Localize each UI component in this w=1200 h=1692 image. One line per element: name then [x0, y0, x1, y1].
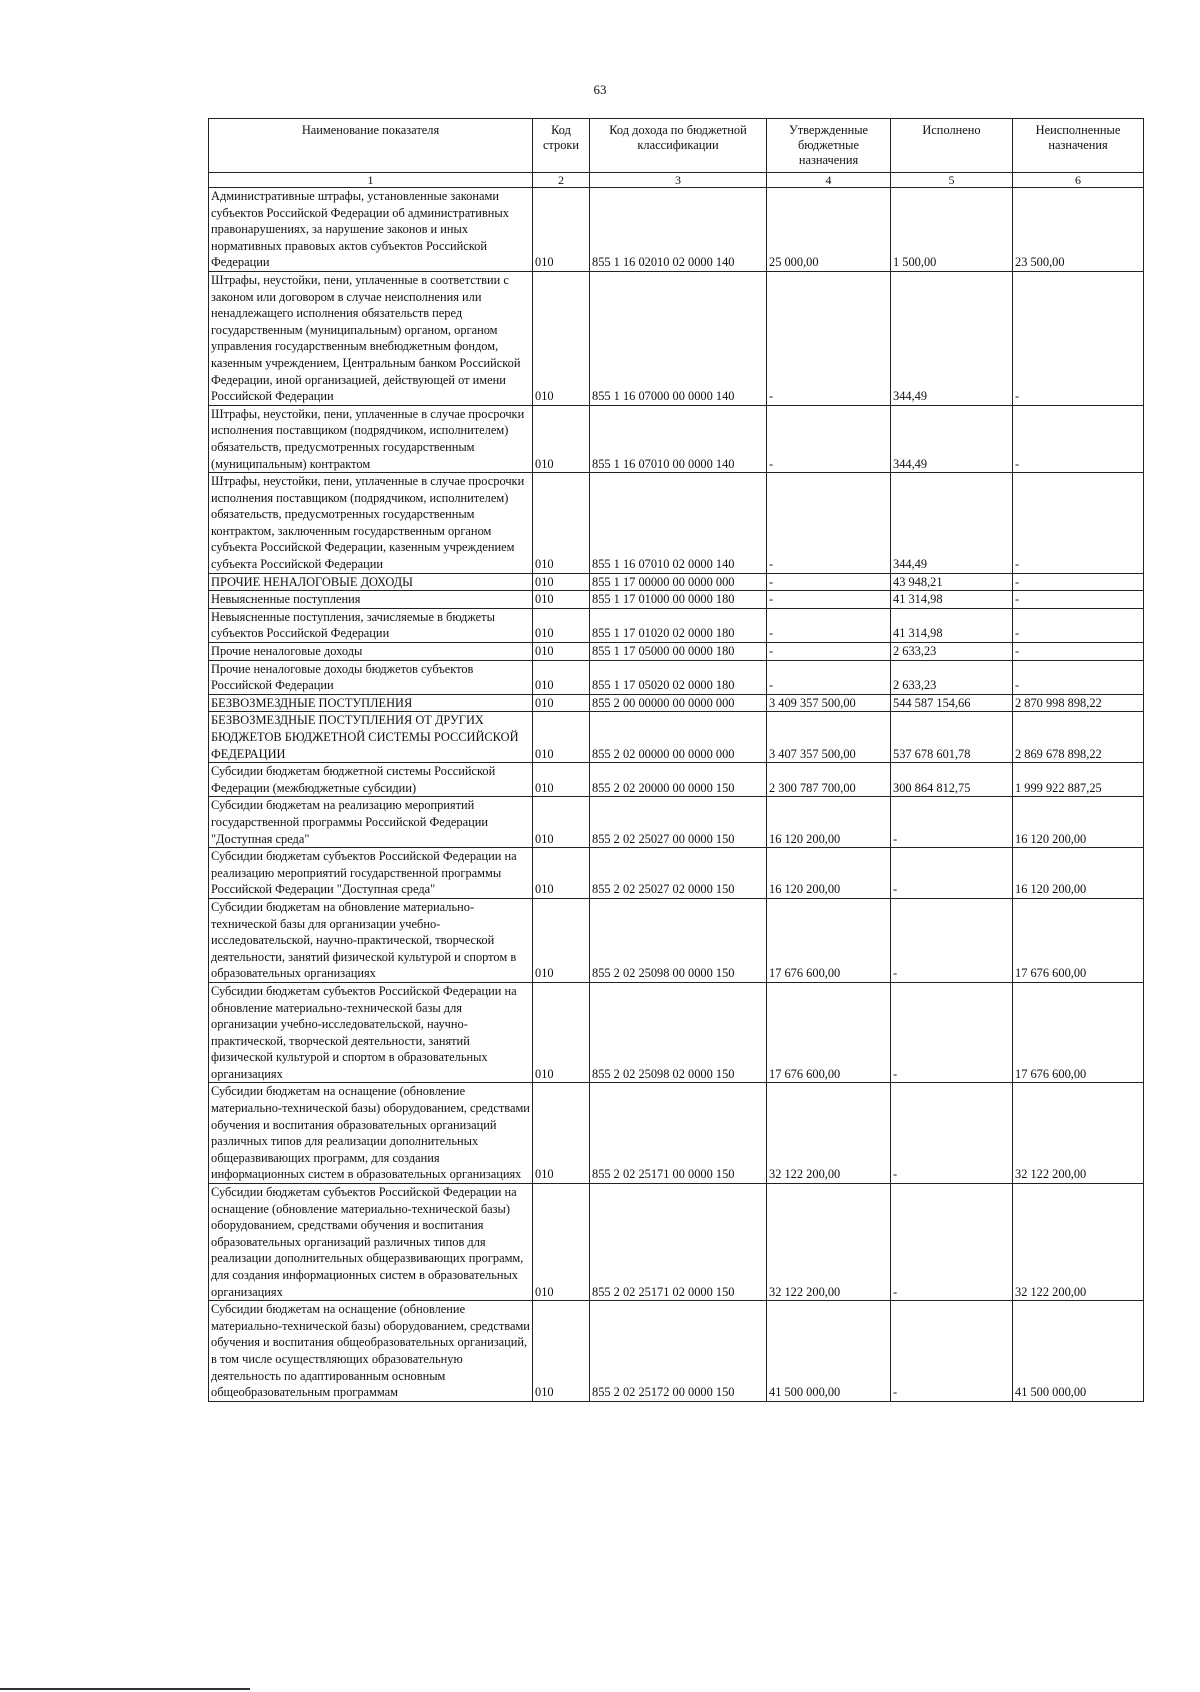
row-executed: - [891, 797, 1013, 848]
row-unexecuted: 16 120 200,00 [1013, 848, 1144, 899]
row-name: Субсидии бюджетам на оснащение (обновление материально-технической базы) оборудованием, средствами обучения и воспитания общеобразовательных организаций, в том числе осуществляющих образовательную деятельность по адаптированным основным общеобразовательным программам [209, 1301, 533, 1402]
row-name: БЕЗВОЗМЕЗДНЫЕ ПОСТУПЛЕНИЯ ОТ ДРУГИХ БЮДЖЕТОВ БЮДЖЕТНОЙ СИСТЕМЫ РОССИЙСКОЙ ФЕДЕРАЦИИ [209, 712, 533, 763]
row-budget-code: 855 1 16 07000 00 0000 140 [590, 271, 767, 405]
row-approved: - [767, 573, 891, 591]
row-executed: 2 633,23 [891, 660, 1013, 694]
row-name: Субсидии бюджетам субъектов Российской Федерации на обновление материально-технической базы для организации учебно-исследовательской, научно-практической, творческой деятельности, занятий физической культурой и спортом в образовательных организациях [209, 982, 533, 1083]
table-row [209, 848, 1144, 899]
table-row [209, 473, 1144, 574]
row-executed: - [891, 848, 1013, 899]
row-approved: - [767, 405, 891, 472]
table-row [209, 1083, 1144, 1184]
row-unexecuted: 32 122 200,00 [1013, 1184, 1144, 1301]
row-budget-code: 855 1 16 02010 02 0000 140 [590, 188, 767, 272]
row-name: Штрафы, неустойки, пени, уплаченные в случае просрочки исполнения поставщиком (подрядчиком, исполнителем) обязательств, предусмотренных государственным (муниципальным) контрактом [209, 405, 533, 472]
table-row [209, 712, 1144, 763]
table-row [209, 608, 1144, 642]
row-executed: - [891, 1184, 1013, 1301]
row-executed: 344,49 [891, 473, 1013, 574]
row-budget-code: 855 2 02 25171 02 0000 150 [590, 1184, 767, 1301]
row-budget-code: 855 1 17 05020 02 0000 180 [590, 660, 767, 694]
table-row [209, 763, 1144, 797]
row-budget-code: 855 2 02 25171 00 0000 150 [590, 1083, 767, 1184]
row-budget-code: 855 1 17 05000 00 0000 180 [590, 643, 767, 661]
row-line-code: 010 [533, 405, 590, 472]
row-line-code: 010 [533, 608, 590, 642]
header-line-code: Код строки [533, 119, 590, 173]
header-name: Наименование показателя [209, 119, 533, 173]
table-row [209, 591, 1144, 609]
row-line-code: 010 [533, 473, 590, 574]
header-executed: Исполнено [891, 119, 1013, 173]
row-line-code: 010 [533, 643, 590, 661]
row-line-code: 010 [533, 848, 590, 899]
row-unexecuted: 1 999 922 887,25 [1013, 763, 1144, 797]
row-unexecuted: - [1013, 660, 1144, 694]
row-executed: - [891, 982, 1013, 1083]
table-row [209, 1184, 1144, 1301]
row-unexecuted: 32 122 200,00 [1013, 1083, 1144, 1184]
row-name: Невыясненные поступления [209, 591, 533, 609]
row-name: Невыясненные поступления, зачисляемые в бюджеты субъектов Российской Федерации [209, 608, 533, 642]
header-approved: Утвержденные бюджетные назначения [767, 119, 891, 173]
row-approved: - [767, 591, 891, 609]
row-line-code: 010 [533, 898, 590, 982]
row-executed: 300 864 812,75 [891, 763, 1013, 797]
table-row [209, 1301, 1144, 1402]
row-approved: 3 407 357 500,00 [767, 712, 891, 763]
row-budget-code: 855 2 02 25098 02 0000 150 [590, 982, 767, 1083]
table-row [209, 694, 1144, 712]
row-line-code: 010 [533, 797, 590, 848]
row-approved: 32 122 200,00 [767, 1184, 891, 1301]
header-budget-code: Код дохода по бюджетной классификации [590, 119, 767, 173]
column-number: 6 [1013, 173, 1144, 188]
table-row [209, 797, 1144, 848]
row-executed: - [891, 898, 1013, 982]
row-budget-code: 855 1 17 00000 00 0000 000 [590, 573, 767, 591]
row-unexecuted: 17 676 600,00 [1013, 982, 1144, 1083]
row-executed: 41 314,98 [891, 608, 1013, 642]
row-executed: 544 587 154,66 [891, 694, 1013, 712]
row-name: ПРОЧИЕ НЕНАЛОГОВЫЕ ДОХОДЫ [209, 573, 533, 591]
table-row [209, 573, 1144, 591]
table-row [209, 188, 1144, 272]
column-number: 5 [891, 173, 1013, 188]
row-approved: 3 409 357 500,00 [767, 694, 891, 712]
table-row [209, 898, 1144, 982]
row-unexecuted: - [1013, 608, 1144, 642]
row-unexecuted: 17 676 600,00 [1013, 898, 1144, 982]
row-unexecuted: 41 500 000,00 [1013, 1301, 1144, 1402]
table-row [209, 271, 1144, 405]
row-budget-code: 855 1 16 07010 00 0000 140 [590, 405, 767, 472]
row-approved: 16 120 200,00 [767, 797, 891, 848]
column-number: 2 [533, 173, 590, 188]
row-budget-code: 855 2 02 25098 00 0000 150 [590, 898, 767, 982]
row-name: Штрафы, неустойки, пени, уплаченные в случае просрочки исполнения поставщиком (подрядчиком, исполнителем) обязательств, предусмотренных государственным контрактом, заключенным государственным органом субъекта Российской Федерации, казенным учреждением субъекта Российской Федерации [209, 473, 533, 574]
row-approved: 17 676 600,00 [767, 898, 891, 982]
row-line-code: 010 [533, 660, 590, 694]
row-line-code: 010 [533, 1184, 590, 1301]
row-name: Субсидии бюджетам на обновление материально-технической базы для организации учебно-исследовательской, научно-практической, творческой деятельности, занятий физической культурой и спортом в образовательных организациях [209, 898, 533, 982]
row-executed: - [891, 1083, 1013, 1184]
row-executed: 43 948,21 [891, 573, 1013, 591]
row-executed: 41 314,98 [891, 591, 1013, 609]
column-number: 4 [767, 173, 891, 188]
row-name: Прочие неналоговые доходы [209, 643, 533, 661]
row-budget-code: 855 2 02 25027 00 0000 150 [590, 797, 767, 848]
row-approved: 25 000,00 [767, 188, 891, 272]
row-approved: - [767, 660, 891, 694]
row-unexecuted: - [1013, 643, 1144, 661]
row-budget-code: 855 2 02 25027 02 0000 150 [590, 848, 767, 899]
row-unexecuted: - [1013, 591, 1144, 609]
row-name: Субсидии бюджетам субъектов Российской Федерации на реализацию мероприятий государственной программы Российской Федерации "Доступная среда" [209, 848, 533, 899]
table-row [209, 660, 1144, 694]
row-approved: 32 122 200,00 [767, 1083, 891, 1184]
row-unexecuted: - [1013, 473, 1144, 574]
row-line-code: 010 [533, 982, 590, 1083]
row-line-code: 010 [533, 591, 590, 609]
header-unexecuted: Неисполненные назначения [1013, 119, 1144, 173]
row-budget-code: 855 1 17 01000 00 0000 180 [590, 591, 767, 609]
row-approved: - [767, 608, 891, 642]
row-budget-code: 855 2 02 00000 00 0000 000 [590, 712, 767, 763]
row-executed: 1 500,00 [891, 188, 1013, 272]
row-line-code: 010 [533, 188, 590, 272]
row-executed: - [891, 1301, 1013, 1402]
page-number: 63 [593, 82, 607, 97]
scan-edge-line [0, 1688, 250, 1690]
row-name: Прочие неналоговые доходы бюджетов субъектов Российской Федерации [209, 660, 533, 694]
row-line-code: 010 [533, 694, 590, 712]
header-row [209, 119, 1144, 173]
row-budget-code: 855 2 02 20000 00 0000 150 [590, 763, 767, 797]
row-line-code: 010 [533, 712, 590, 763]
row-unexecuted: 2 870 998 898,22 [1013, 694, 1144, 712]
table-row [209, 643, 1144, 661]
row-approved: - [767, 473, 891, 574]
row-unexecuted: - [1013, 405, 1144, 472]
column-number-row [209, 173, 1144, 188]
row-name: Административные штрафы, установленные законами субъектов Российской Федерации об административных правонарушениях, за нарушение законов и иных нормативных правовых актов субъектов Российской Федерации [209, 188, 533, 272]
row-budget-code: 855 2 00 00000 00 0000 000 [590, 694, 767, 712]
row-line-code: 010 [533, 1083, 590, 1184]
row-approved: 41 500 000,00 [767, 1301, 891, 1402]
row-approved: - [767, 271, 891, 405]
row-executed: 537 678 601,78 [891, 712, 1013, 763]
row-approved: - [767, 643, 891, 661]
row-name: Субсидии бюджетам бюджетной системы Российской Федерации (межбюджетные субсидии) [209, 763, 533, 797]
row-line-code: 010 [533, 573, 590, 591]
row-executed: 344,49 [891, 405, 1013, 472]
row-budget-code: 855 1 16 07010 02 0000 140 [590, 473, 767, 574]
table-row [209, 405, 1144, 472]
row-executed: 2 633,23 [891, 643, 1013, 661]
row-unexecuted: 23 500,00 [1013, 188, 1144, 272]
table-row [209, 982, 1144, 1083]
budget-report-table [208, 118, 1144, 1402]
row-budget-code: 855 2 02 25172 00 0000 150 [590, 1301, 767, 1402]
row-approved: 2 300 787 700,00 [767, 763, 891, 797]
row-approved: 16 120 200,00 [767, 848, 891, 899]
column-number: 1 [209, 173, 533, 188]
column-number: 3 [590, 173, 767, 188]
row-name: Субсидии бюджетам на оснащение (обновление материально-технической базы) оборудованием, средствами обучения и воспитания образовательных организаций различных типов для реализации дополнительных общеразвивающих программ, для создания информационных систем в образовательных организациях [209, 1083, 533, 1184]
row-name: Субсидии бюджетам субъектов Российской Федерации на оснащение (обновление материально-технической базы) оборудованием, средствами обучения и воспитания образовательных организаций различных типов для реализации дополнительных общеразвивающих программ, для создания информационных систем в образовательных организациях [209, 1184, 533, 1301]
row-name: Субсидии бюджетам на реализацию мероприятий государственной программы Российской Федерации "Доступная среда" [209, 797, 533, 848]
row-approved: 17 676 600,00 [767, 982, 891, 1083]
row-name: БЕЗВОЗМЕЗДНЫЕ ПОСТУПЛЕНИЯ [209, 694, 533, 712]
row-line-code: 010 [533, 763, 590, 797]
row-line-code: 010 [533, 1301, 590, 1402]
row-budget-code: 855 1 17 01020 02 0000 180 [590, 608, 767, 642]
row-unexecuted: - [1013, 573, 1144, 591]
row-unexecuted: - [1013, 271, 1144, 405]
row-line-code: 010 [533, 271, 590, 405]
row-executed: 344,49 [891, 271, 1013, 405]
row-unexecuted: 2 869 678 898,22 [1013, 712, 1144, 763]
row-name: Штрафы, неустойки, пени, уплаченные в соответствии с законом или договором в случае неисполнения или ненадлежащего исполнения обязательств перед государственным (муниципальным) органом, органом управления государственным внебюджетным фондом, казенным учреждением, Центральным банком Российской Федерации, иной организацией, действующей от имени Российской Федерации [209, 271, 533, 405]
row-unexecuted: 16 120 200,00 [1013, 797, 1144, 848]
